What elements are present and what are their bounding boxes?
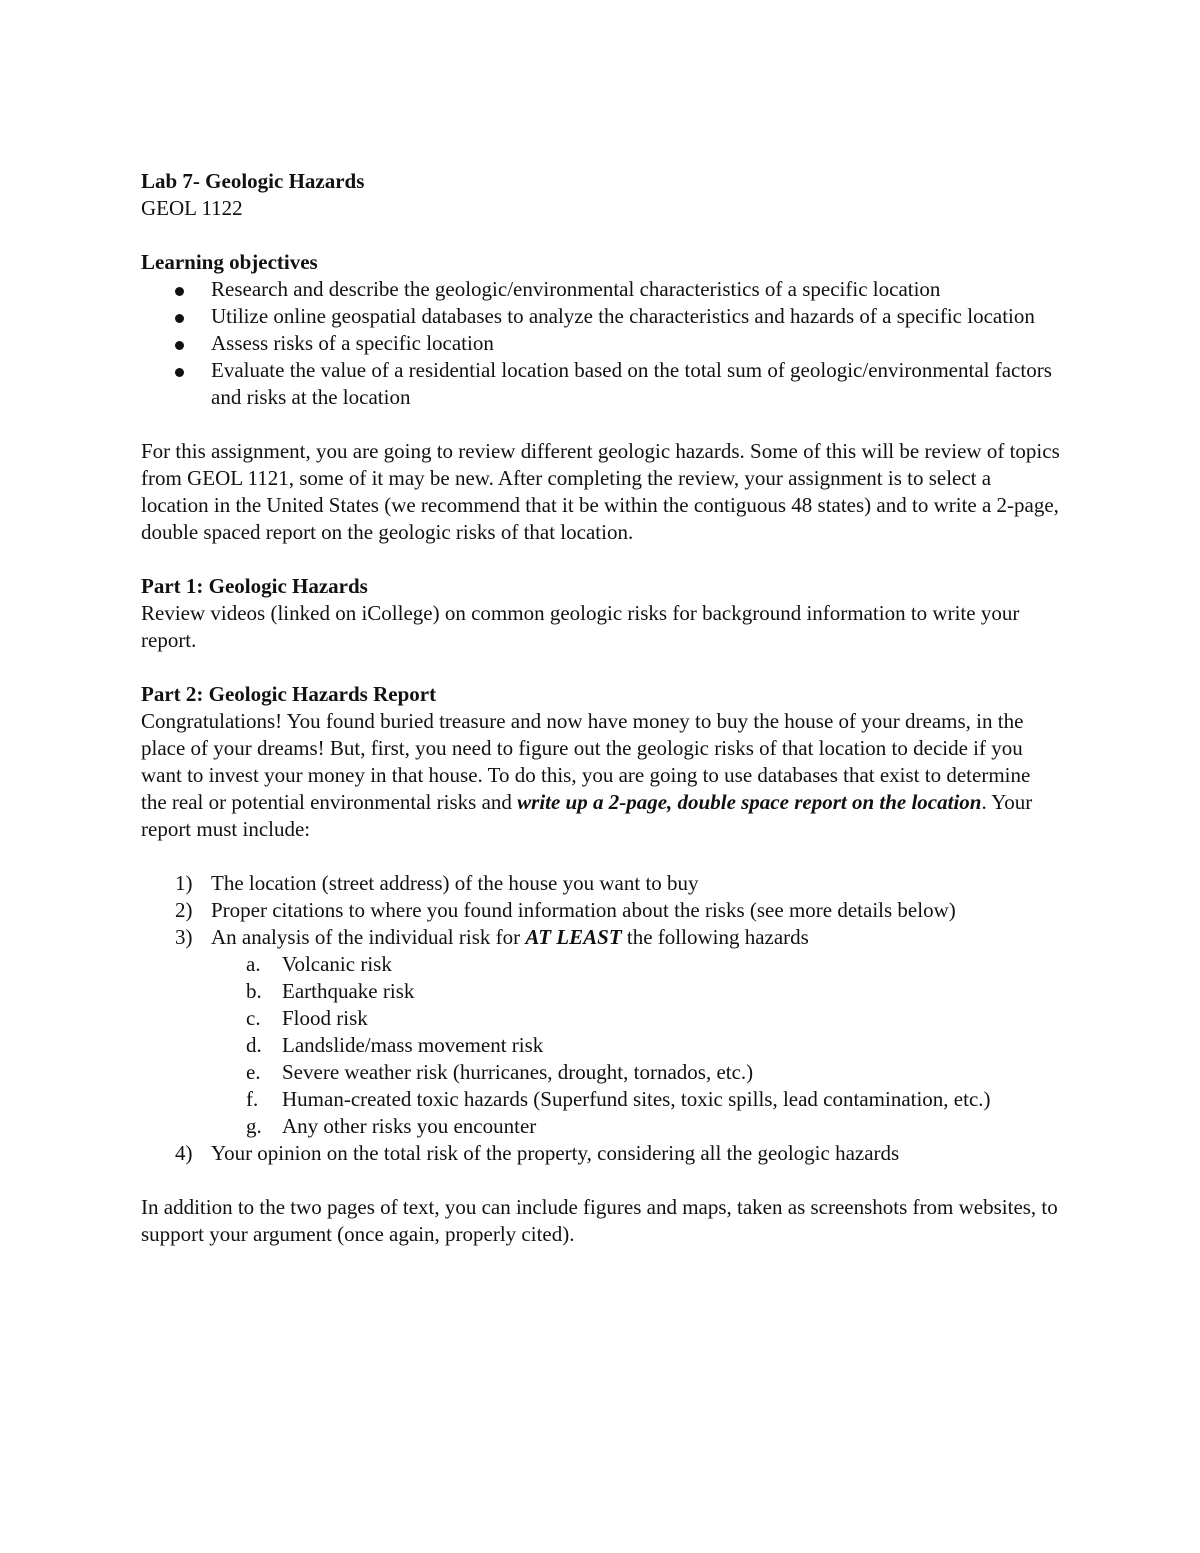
requirement-item	[141, 1140, 1061, 1167]
list-marker: 4)	[175, 1141, 193, 1165]
objective-item	[141, 276, 1061, 303]
list-marker: d.	[246, 1033, 262, 1057]
objective-text: Evaluate the value of a residential location based on the total sum of geologic/environmental factors and risks at the location	[211, 358, 1052, 409]
objectives-list	[141, 276, 1061, 411]
list-marker: f.	[246, 1087, 259, 1111]
part2-emphasis: write up a 2-page, double space report on the location	[517, 790, 982, 814]
hazard-item	[141, 951, 1061, 978]
hazard-text: Volcanic risk	[282, 952, 392, 976]
requirement-text-after: the following hazards	[621, 925, 809, 949]
requirements-list	[141, 870, 1061, 1167]
document-page	[141, 168, 1061, 1248]
requirement-text: Your opinion on the total risk of the property, considering all the geologic hazards	[211, 1141, 900, 1165]
list-marker: b.	[246, 979, 262, 1003]
objective-text: Assess risks of a specific location	[211, 331, 494, 355]
part1-heading: Part 1: Geologic Hazards	[141, 574, 368, 598]
list-marker: g.	[246, 1114, 262, 1138]
hazard-item	[141, 978, 1061, 1005]
hazard-item	[141, 1032, 1061, 1059]
spacer	[141, 654, 1061, 681]
objective-item	[141, 330, 1061, 357]
objective-text: Research and describe the geologic/environmental characteristics of a specific location	[211, 277, 941, 301]
part2-text-before: Congratulations! You found buried treasure and now have money to buy the house of your dreams, in the place of your dreams! But, first, you need to figure out the geologic risks of that location to decide if you want to invest your money in that house. To do this, you are going to use databases that exist to determine the real or potential environmental risks and	[141, 709, 1031, 814]
document-title: Lab 7- Geologic Hazards	[141, 169, 365, 193]
spacer	[141, 1167, 1061, 1194]
list-marker: 2)	[175, 898, 193, 922]
part1-text: Review videos (linked on iCollege) on common geologic risks for background information to write your report.	[141, 601, 1020, 652]
hazard-item	[141, 1059, 1061, 1086]
requirement-text-before: An analysis of the individual risk for	[211, 925, 526, 949]
list-marker: c.	[246, 1006, 261, 1030]
part2-heading: Part 2: Geologic Hazards Report	[141, 682, 437, 706]
closing-paragraph: In addition to the two pages of text, you can include figures and maps, taken as screenshots from websites, to support your argument (once again, properly cited).	[141, 1195, 1058, 1246]
requirement-text: Proper citations to where you found information about the risks (see more details below)	[211, 898, 956, 922]
requirement-emphasis: AT LEAST	[525, 925, 622, 949]
requirement-item	[141, 924, 1061, 1140]
hazard-item	[141, 1113, 1061, 1140]
requirement-text: The location (street address) of the house you want to buy	[211, 871, 699, 895]
hazard-item	[141, 1005, 1061, 1032]
list-marker: 3)	[175, 925, 193, 949]
hazard-text: Severe weather risk (hurricanes, drought, tornados, etc.)	[282, 1060, 754, 1084]
objectives-heading: Learning objectives	[141, 250, 318, 274]
list-marker: a.	[246, 952, 261, 976]
objective-text: Utilize online geospatial databases to analyze the characteristics and hazards of a specific location	[211, 304, 1035, 328]
bullet-icon	[175, 287, 184, 296]
bullet-icon	[175, 314, 184, 323]
hazard-text: Earthquake risk	[282, 979, 415, 1003]
hazard-text: Landslide/mass movement risk	[282, 1033, 544, 1057]
requirement-item	[141, 870, 1061, 897]
hazards-list	[211, 951, 1061, 1140]
spacer	[141, 843, 1061, 870]
spacer	[141, 222, 1061, 249]
intro-paragraph: For this assignment, you are going to review different geologic hazards. Some of this will be review of topics from GEOL 1121, some of it may be new. After completing the review, your assignment is to select a location in the United States (we recommend that it be within the contiguous 48 states) and to write a 2-page, double spaced report on the geologic risks of that location.	[141, 439, 1060, 544]
list-marker: 1)	[175, 871, 193, 895]
spacer	[141, 546, 1061, 573]
hazard-item	[141, 1086, 1061, 1113]
hazard-text: Flood risk	[282, 1006, 368, 1030]
objective-item	[141, 303, 1061, 330]
part2-paragraph	[141, 708, 1061, 843]
bullet-icon	[175, 341, 184, 350]
spacer	[141, 411, 1061, 438]
hazard-text: Any other risks you encounter	[282, 1114, 537, 1138]
course-code: GEOL 1122	[141, 196, 243, 220]
bullet-icon	[175, 368, 184, 377]
requirement-item	[141, 897, 1061, 924]
part2-text-after: . Your report must include:	[141, 790, 1033, 841]
objective-item	[141, 357, 1061, 411]
list-marker: e.	[246, 1060, 261, 1084]
hazard-text: Human-created toxic hazards (Superfund sites, toxic spills, lead contamination, etc.)	[282, 1087, 991, 1111]
